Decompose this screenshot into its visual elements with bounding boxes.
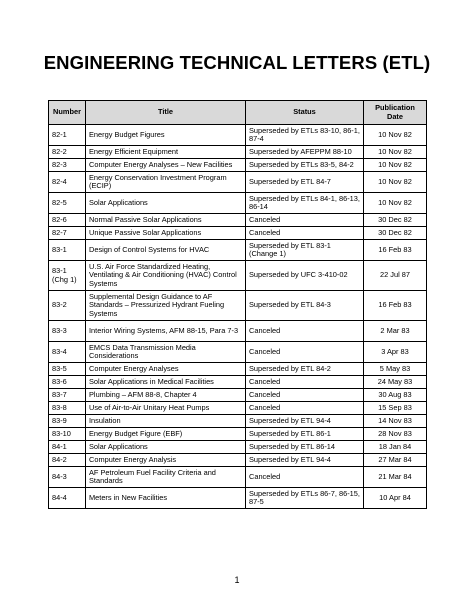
cell-date: 10 Nov 82: [364, 193, 427, 214]
cell-number: 83-8: [49, 402, 86, 415]
table-header-row: [49, 101, 427, 125]
cell-title: Use of Air-to-Air Unitary Heat Pumps: [86, 402, 246, 415]
table-row: [49, 428, 427, 441]
cell-title: Energy Efficient Equipment: [86, 146, 246, 159]
cell-number: 83-3: [49, 321, 86, 342]
table-row: [49, 214, 427, 227]
cell-date: 10 Apr 84: [364, 488, 427, 509]
cell-status: Canceled: [246, 402, 364, 415]
cell-title: Solar Applications: [86, 441, 246, 454]
cell-date: 10 Nov 82: [364, 159, 427, 172]
table-row: [49, 227, 427, 240]
cell-title: Insulation: [86, 415, 246, 428]
cell-status: Superseded by ETLs 83-5, 84-2: [246, 159, 364, 172]
cell-number: 84-2: [49, 454, 86, 467]
cell-number: 83-6: [49, 376, 86, 389]
cell-status: Superseded by AFEPPM 88-10: [246, 146, 364, 159]
header-number: Number: [49, 101, 86, 125]
table-row: [49, 146, 427, 159]
cell-date: 21 Mar 84: [364, 467, 427, 488]
header-status: Status: [246, 101, 364, 125]
cell-status: Canceled: [246, 342, 364, 363]
table-row: [49, 467, 427, 488]
cell-number: 83-7: [49, 389, 86, 402]
cell-date: 14 Nov 83: [364, 415, 427, 428]
cell-title: Design of Control Systems for HVAC: [86, 240, 246, 261]
cell-title: Energy Budget Figure (EBF): [86, 428, 246, 441]
cell-status: Superseded by ETL 83-1 (Change 1): [246, 240, 364, 261]
cell-title: Computer Energy Analyses – New Facilities: [86, 159, 246, 172]
cell-date: 5 May 83: [364, 363, 427, 376]
cell-status: Superseded by ETL 84-7: [246, 172, 364, 193]
table-row: [49, 402, 427, 415]
cell-date: 28 Nov 83: [364, 428, 427, 441]
cell-date: 24 May 83: [364, 376, 427, 389]
cell-status: Superseded by ETL 86-14: [246, 441, 364, 454]
cell-title: Unique Passive Solar Applications: [86, 227, 246, 240]
cell-title: AF Petroleum Fuel Facility Criteria and Standards: [86, 467, 246, 488]
page-title: ENGINEERING TECHNICAL LETTERS (ETL): [43, 52, 431, 73]
page-number: 1: [234, 575, 240, 585]
cell-date: 2 Mar 83: [364, 321, 427, 342]
cell-date: 30 Dec 82: [364, 214, 427, 227]
cell-number: 84-1: [49, 441, 86, 454]
table-row: [49, 159, 427, 172]
cell-number: 83-1: [49, 240, 86, 261]
cell-status: Canceled: [246, 467, 364, 488]
cell-date: 22 Jul 87: [364, 261, 427, 291]
cell-status: Canceled: [246, 376, 364, 389]
cell-title: U.S. Air Force Standardized Heating, Ventilating & Air Conditioning (HVAC) Control Systems: [86, 261, 246, 291]
cell-status: Superseded by ETLs 83-10, 86-1, 87-4: [246, 125, 364, 146]
cell-date: 16 Feb 83: [364, 240, 427, 261]
cell-number: 82-7: [49, 227, 86, 240]
cell-number: 82-6: [49, 214, 86, 227]
table-row: [49, 363, 427, 376]
cell-number: 83-5: [49, 363, 86, 376]
table-row: [49, 172, 427, 193]
cell-title: Interior Wiring Systems, AFM 88-15, Para 7-3: [86, 321, 246, 342]
cell-status: Canceled: [246, 389, 364, 402]
table-row: [49, 441, 427, 454]
cell-title: Computer Energy Analyses: [86, 363, 246, 376]
cell-date: 15 Sep 83: [364, 402, 427, 415]
cell-date: 3 Apr 83: [364, 342, 427, 363]
cell-title: Energy Budget Figures: [86, 125, 246, 146]
cell-status: Superseded by ETL 84-2: [246, 363, 364, 376]
cell-status: Canceled: [246, 214, 364, 227]
cell-status: Canceled: [246, 321, 364, 342]
cell-number: 82-2: [49, 146, 86, 159]
table-row: [49, 488, 427, 509]
cell-number: 84-3: [49, 467, 86, 488]
table-row: [49, 193, 427, 214]
table-row: [49, 240, 427, 261]
cell-status: Superseded by ETL 94-4: [246, 454, 364, 467]
cell-title: Computer Energy Analysis: [86, 454, 246, 467]
cell-date: 18 Jan 84: [364, 441, 427, 454]
cell-number: 83-10: [49, 428, 86, 441]
cell-date: 30 Dec 82: [364, 227, 427, 240]
header-publication-date: Publication Date: [364, 101, 427, 125]
cell-number: 83-9: [49, 415, 86, 428]
cell-status: Superseded by ETLs 84-1, 86-13, 86-14: [246, 193, 364, 214]
cell-status: Superseded by UFC 3-410-02: [246, 261, 364, 291]
cell-title: Supplemental Design Guidance to AF Standards – Pressurized Hydrant Fueling Systems: [86, 291, 246, 321]
cell-date: 16 Feb 83: [364, 291, 427, 321]
cell-title: Plumbing – AFM 88-8, Chapter 4: [86, 389, 246, 402]
cell-date: 30 Aug 83: [364, 389, 427, 402]
cell-status: Superseded by ETL 86-1: [246, 428, 364, 441]
table-row: [49, 389, 427, 402]
cell-date: 10 Nov 82: [364, 125, 427, 146]
cell-number: 82-4: [49, 172, 86, 193]
cell-title: Meters in New Facilities: [86, 488, 246, 509]
cell-status: Superseded by ETL 84-3: [246, 291, 364, 321]
cell-status: Canceled: [246, 227, 364, 240]
cell-title: Normal Passive Solar Applications: [86, 214, 246, 227]
table-row: [49, 291, 427, 321]
cell-date: 27 Mar 84: [364, 454, 427, 467]
cell-number: 82-1: [49, 125, 86, 146]
cell-number: 82-3: [49, 159, 86, 172]
cell-status: Superseded by ETLs 86-7, 86-15, 87-5: [246, 488, 364, 509]
table-row: [49, 321, 427, 342]
header-title: Title: [86, 101, 246, 125]
table-row: [49, 342, 427, 363]
table-row: [49, 454, 427, 467]
cell-title: Solar Applications in Medical Facilities: [86, 376, 246, 389]
cell-date: 10 Nov 82: [364, 146, 427, 159]
cell-title: EMCS Data Transmission Media Considerations: [86, 342, 246, 363]
cell-number: 82-5: [49, 193, 86, 214]
table-row: [49, 415, 427, 428]
etl-table: [48, 100, 427, 509]
cell-number: 83-1 (Chg 1): [49, 261, 86, 291]
cell-number: 83-2: [49, 291, 86, 321]
table-row: [49, 261, 427, 291]
cell-date: 10 Nov 82: [364, 172, 427, 193]
cell-number: 84-4: [49, 488, 86, 509]
cell-title: Energy Conservation Investment Program (ECIP): [86, 172, 246, 193]
cell-number: 83-4: [49, 342, 86, 363]
table-row: [49, 376, 427, 389]
cell-title: Solar Applications: [86, 193, 246, 214]
table-row: [49, 125, 427, 146]
cell-status: Superseded by ETL 94-4: [246, 415, 364, 428]
